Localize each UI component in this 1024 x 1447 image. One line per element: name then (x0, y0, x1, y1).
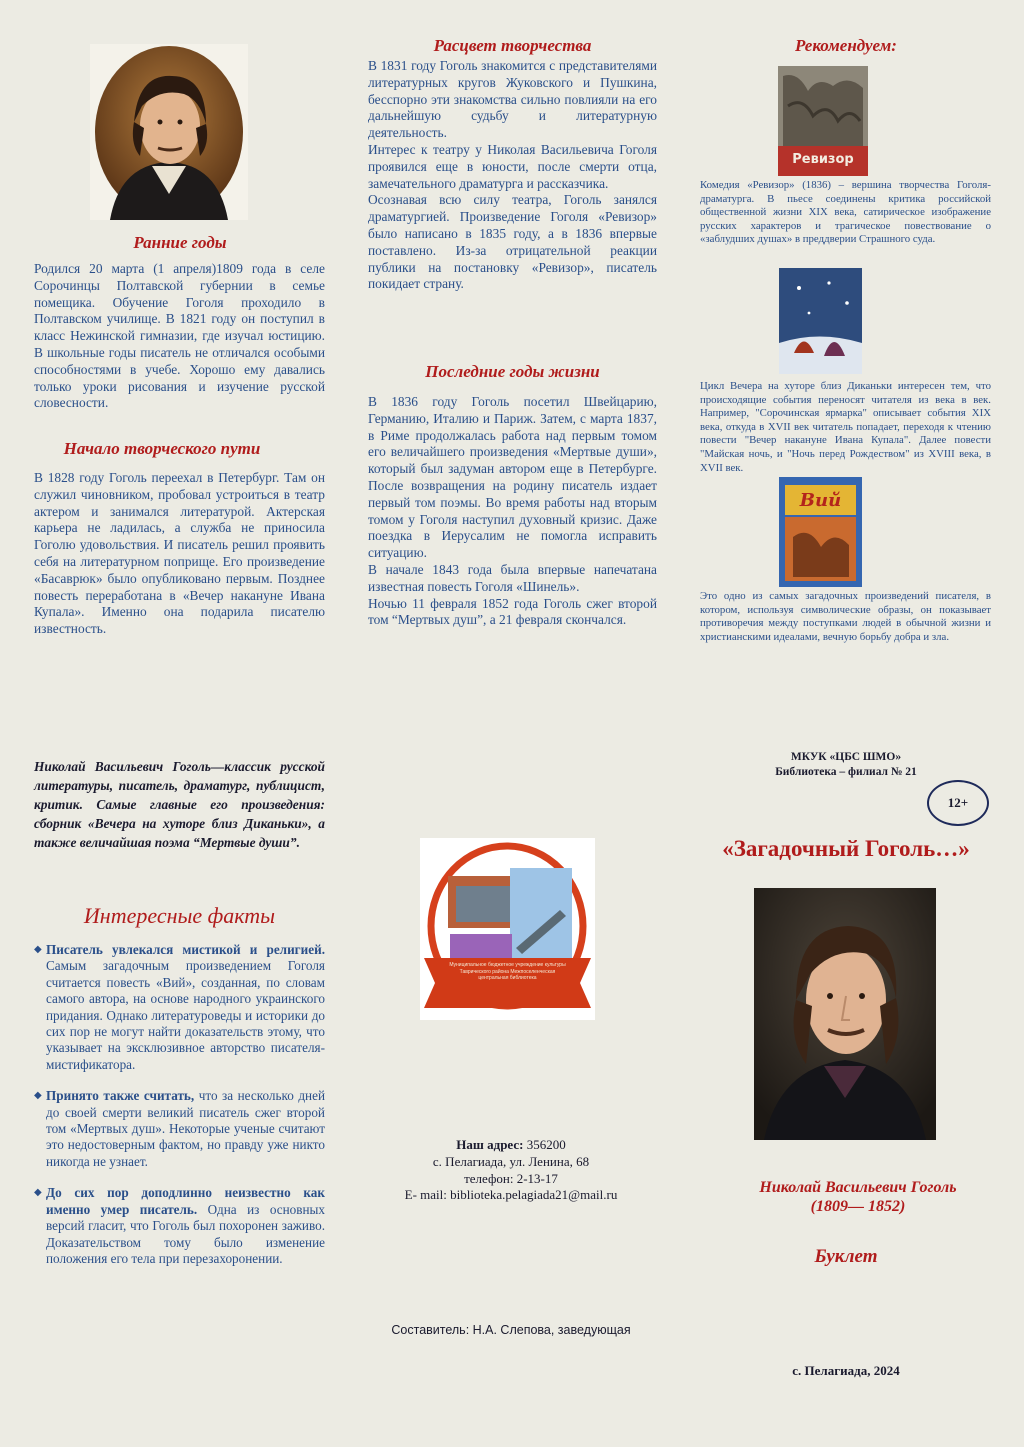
library-logo (420, 838, 595, 1020)
fact-text: Одна из основных версий гласит, что Гоголь был похоронен заживо. Доказательством тому было изменение положения его тела при перезахоронении. (46, 1201, 325, 1266)
creative-start-title: Начало творческого пути (63, 439, 261, 458)
last-years-paragraph-1: В 1836 году Гоголь посетил Швейцарию, Германию, Италию и Париж. Затем, с марта 1837, в Риме продолжалась работа над первым томом его величайшего произведения «Мертвые души», который был задуман автором еще в Петербурге. После возвращения на родину писатель издает первый том поэмы. Во время работы над вторым томом у Гоголя наступил духовный кризис. Даже поездка в Иерусалим не помогла исправить ситуацию. (368, 394, 657, 561)
early-years-paragraph: Родился 20 марта (1 апреля)1809 года в селе Сорочинцы Полтавской губернии в семье помещика. Обучение Гоголя проходило в Полтавском училище. В 1821 году он поступил в класс Нежинской гимназии, где изучал юстицию. В школьные годы писатель не отличался особыми способностями в учебе. Хорошо ему давались только уроки рисования и изучение русской словесности. (34, 261, 325, 411)
recommend-title: Рекомендуем: (795, 36, 897, 55)
fact-bold: Принято также считать, (46, 1088, 195, 1104)
dikanka-cover-art (779, 268, 862, 374)
fact-text: что за несколько дней до своей смерти великий писатель сжег второй том «Мертвых душ». Некоторые ученые считают это недостоверным фактом, но правду уже никто никогда не узнает. (46, 1088, 325, 1169)
branch-name: Библиотека – филиал № 21 (775, 766, 917, 778)
compiler-line: Составитель: Н.А. Слепова, заведующая (391, 1323, 631, 1337)
email-link[interactable]: E- mail: biblioteka.pelagiada21@mail.ru (404, 1187, 618, 1203)
facts-title: Интересные факты (83, 903, 276, 928)
address-zip: 356200 (523, 1137, 566, 1152)
bloom-paragraph-2: Интерес к театру у Николая Васильевича Гоголя проявился еще в юности, после смерти отца, замечательного драматурга и рассказчика. (368, 141, 657, 191)
fact-bold: До сих пор доподлинно неизвестно как именно умер писатель. (46, 1185, 325, 1217)
creative-start-paragraph: В 1828 году Гоголь переехал в Петербург. Там он служил чиновником, пробовал устроиться в театр актером и занимался литературой. Актерская карьера не ладилась, а служба не приносила Гоголю удовольствия. И писатель решил проявить себя на литературном поприще. Его произведение «Басаврюк» было опубликовано первым. Позднее повесть переработана в «Вечер накануне Ивана Купала». Именно она подарила писателю известность. (34, 470, 325, 637)
gogol-intro: Николай Васильевич Гоголь—классик русской литературы, писатель, драматург, публицист, критик. Самые главные его произведения: сборник «Вечера на хуторе близ Диканьки», а также величайшая поэма “Мертвые души”. (34, 759, 325, 850)
address-block (380, 1137, 642, 1204)
fact-bold: Писатель увлекался мистикой и религией. (46, 942, 325, 957)
gogol-oval-portrait-art (90, 44, 248, 220)
viy-book-cover (779, 477, 862, 587)
diamond-bullet-icon: ◆ (34, 1187, 42, 1199)
last-years-title: Последние годы жизни (425, 362, 600, 381)
diamond-bullet-icon: ◆ (34, 944, 42, 955)
author-name: Николай Васильевич Гоголь (759, 1179, 957, 1196)
viy-description: Это одно из самых загадочных произведений писателя, в котором, используя символические образы, он показывает противоречия между поступками людей в обычной жизни и христианскими идеалами, вечную борьбу добра и зла. (700, 590, 991, 643)
dikanka-book-cover (779, 268, 862, 374)
library-logo-ribbon-text: Муниципальное бюджетное учреждение культуры Таврического района Межпоселенческая центральная библиотека (449, 962, 566, 981)
gogol-oval-portrait (90, 44, 248, 220)
last-years-text (368, 394, 657, 629)
address-street: с. Пелагиада, ул. Ленина, 68 (432, 1153, 590, 1169)
age-rating-text: 12+ (947, 795, 969, 810)
booklet-label: Буклет (814, 1246, 878, 1267)
last-years-paragraph-2: В начале 1843 года была впервые напечатана известная повесть Гоголя «Шинель». (368, 561, 657, 594)
author-years: (1809— 1852) (810, 1198, 906, 1215)
dikanka-description: Цикл Вечера на хуторе близ Диканьки интересен тем, что происходящие события переносят читателя из века в век. Например, "Сорочинская ярмарка" описывает события XIX века, откуда в XVII век читатель попадает, переходя к чтению повести "Вечер накануне Ивана Купала". Далее повести "Майская ночь, и "Ночь перед Рождеством" из XVIII века, в XVII век. (700, 380, 991, 474)
facts-list (34, 942, 325, 1282)
age-rating-badge (927, 780, 989, 826)
bloom-title: Расцвет творчества (433, 36, 592, 55)
viy-cover-title: Вий (799, 490, 842, 511)
gogol-cover-portrait-art (754, 888, 936, 1140)
bloom-text (368, 58, 657, 293)
creative-start-text (34, 470, 325, 638)
address-line (380, 1137, 642, 1154)
phone-line: телефон: 2-13-17 (464, 1170, 558, 1186)
fact-item (34, 1185, 325, 1267)
revizor-book-cover (778, 66, 868, 176)
early-years-title: Ранние годы (133, 233, 227, 252)
diamond-bullet-icon: ◆ (34, 1090, 42, 1102)
bloom-paragraph-1: В 1831 году Гоголь знакомится с представителями литературных кругов Жуковского и Пушкина, бесспорно эти знакомства сильно повлияли на его дальнейшую судьбу и литературную деятельность. (368, 58, 657, 141)
gogol-cover-portrait (754, 888, 936, 1140)
bloom-paragraph-3: Осознавая всю силу театра, Гоголь занялся драматургией. Произведение Гоголя «Ревизор» было написано в 1835 году, а в 1836 впервые поставлено. Из-за отрицательной реакции публики на постановку «Ревизор», писатель покидает страну. (368, 192, 657, 292)
address-label: Наш адрес: (456, 1137, 524, 1152)
place-year: с. Пелагиада, 2024 (792, 1363, 900, 1378)
fact-text: Самым загадочным произведением Гоголя считается повесть «Вий», созданная, по словам самого автора, на основе народного украинского придания. Однако литературоведы и историки до сих пор не могут найти доказательств этому, что указывает на эксклюзивное авторство писателя-мистификатора. (46, 958, 325, 1072)
booklet-title: «Загадочный Гоголь…» (722, 836, 970, 861)
fact-item (34, 942, 325, 1073)
org-name: МКУК «ЦБС ШМО» (790, 751, 902, 763)
last-years-paragraph-3: Ночью 11 февраля 1852 года Гоголь сжег второй том “Мертвых душ”, а 21 февраля скончался. (368, 595, 657, 628)
revizor-cover-title: Ревизор (792, 152, 854, 167)
fact-item (34, 1088, 325, 1170)
revizor-description: Комедия «Ревизор» (1836) – вершина творчества Гоголя-драматурга. В пьесе соединены критика российской общественной жизни XIX века, сатирическое изображение русских характеров и трагическое повествование о «заблудших душах» в преддверии Страшного суда. (700, 179, 991, 246)
early-years-text (34, 261, 325, 412)
